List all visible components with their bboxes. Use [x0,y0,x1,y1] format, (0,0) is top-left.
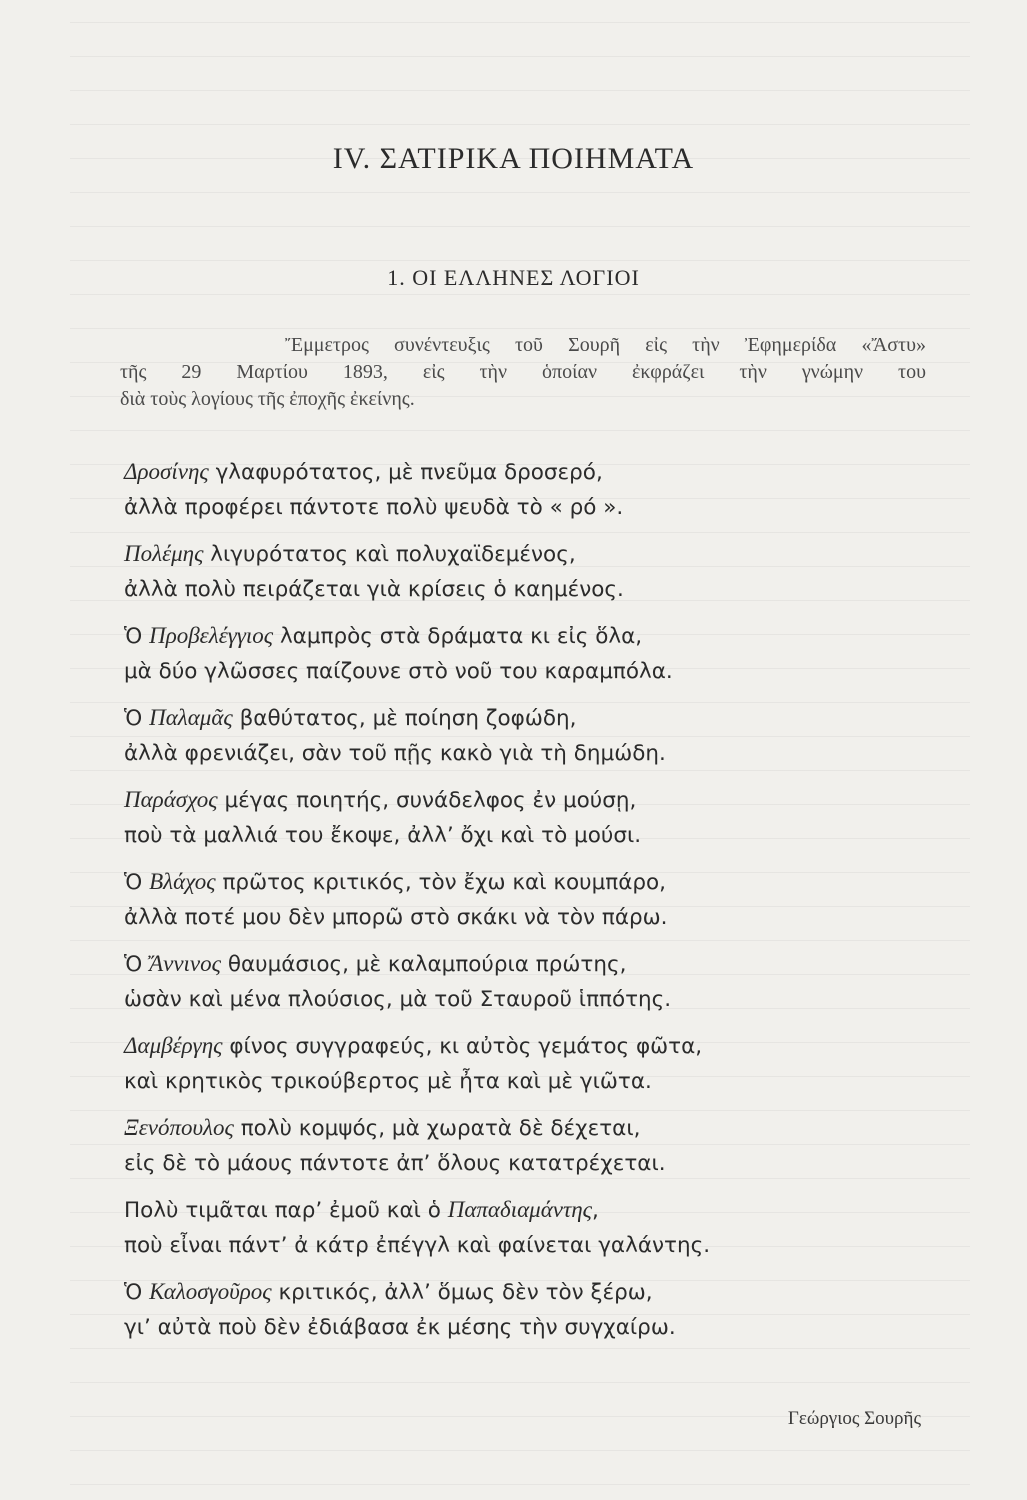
verse-prefix: Ὁ [124,706,150,731]
verse-line [124,618,924,654]
verse-text: κριτικός, ἀλλ’ ὅμως δὲν τὸν ξέρω, [271,1280,653,1305]
verse-prefix: Πολὺ τιμᾶται παρ’ ἐμοῦ καὶ ὁ [124,1198,448,1223]
verse-text: λαμπρὸς στὰ δράματα κι εἰς ὅλα, [273,624,643,649]
stanza [124,1028,924,1099]
verse-line [124,454,924,490]
stanza [124,1110,924,1181]
verse-line [124,700,924,736]
author-name: Βλάχος [149,869,216,894]
verse-line [124,1192,924,1228]
intro-line: Ἔμμετρος συνέντευξις τοῦ Σουρῆ εἰς τὴν Ἐφημερίδα «Ἄστυ» [285,334,926,356]
author-name: Παράσχος [124,787,218,812]
stanza [124,536,924,607]
verse-text: λιγυρότατος καὶ πολυχαϊδεμένος, [203,542,576,567]
verse-line [124,1110,924,1146]
stanza [124,946,924,1017]
verse-prefix: Ὁ [124,624,150,649]
intro-note [120,332,926,413]
section-title: IV. ΣΑΤΙΡΙΚΑ ΠΟΙΗΜΑΤΑ [332,142,695,175]
poem-title: 1. ΟΙ ΕΛΛΗΝΕΣ ΛΟΓΙΟΙ [387,265,640,290]
stanza [124,1274,924,1345]
verse-line [124,1028,924,1064]
stanza [124,864,924,935]
verse-line: ἀλλὰ φρενιάζει, σὰν τοῦ πῇς κακὸ γιὰ τὴ δημώδη. [124,740,666,766]
verse-line: ἀλλὰ ποτέ μου δὲν μπορῶ στὸ σκάκι νὰ τὸν πάρω. [124,904,668,930]
verse-text: μέγας ποιητής, συνάδελφος ἐν μούσῃ, [217,788,637,813]
stanza [124,454,924,525]
stanza [124,1192,924,1263]
author-name: Παπαδιαμάντης [447,1197,592,1222]
verse-line: ποὺ εἶναι πάντ’ ἀ κάτρ ἐπέγγλ καὶ φαίνεται γαλάντης. [124,1232,711,1258]
verse-text: βαθύτατος, μὲ ποίηση ζοφώδη, [232,706,577,731]
verse-text: θαυμάσιος, μὲ καλαμπούρια πρώτης, [220,952,627,977]
verse-line: ὡσὰν καὶ μένα πλούσιος, μὰ τοῦ Σταυροῦ ἱππότης. [124,986,672,1012]
stanza [124,618,924,689]
verse-line: εἰς δὲ τὸ μάους πάντοτε ἀπ’ ὅλους κατατρέχεται. [124,1150,666,1176]
verse-line: ἀλλὰ προφέρει πάντοτε πολὺ ψευδὰ τὸ « ρό ». [124,494,624,520]
verse-text: , [591,1198,599,1223]
intro-line: διὰ τοὺς λογίους τῆς ἐποχῆς ἐκείνης. [120,388,415,410]
author-name: Πολέμης [124,541,204,566]
author-name: Προβελέγγιος [149,623,274,648]
verse-line [124,782,924,818]
author-name: Παλαμᾶς [149,705,233,730]
verse-prefix: Ὁ [124,952,150,977]
verse-line [124,864,924,900]
author-name: Δροσίνης [124,459,209,484]
stanza [124,782,924,853]
verse-text: γλαφυρότατος, μὲ πνεῦμα δροσερό, [208,460,603,485]
verse-line [124,946,924,982]
verse-line: γι’ αὐτὰ ποὺ δὲν ἐδιάβασα ἐκ μέσης τὴν συγχαίρω. [124,1314,676,1340]
verse-text: φίνος συγγραφεύς, κι αὐτὸς γεμάτος φῶτα, [222,1034,703,1059]
stanza [124,700,924,771]
verse-text: πολὺ κομψός, μὰ χωρατὰ δὲ δέχεται, [233,1116,641,1141]
author-name: Καλοσγοῦρος [149,1279,272,1304]
verse-line [124,1274,924,1310]
author-signature: Γεώργιος Σουρῆς [787,1408,921,1429]
author-name: Δαμβέργης [124,1033,223,1058]
verse-text: πρῶτος κριτικός, τὸν ἔχω καὶ κουμπάρο, [215,870,667,895]
verse-line: καὶ κρητικὸς τρικούβερτος μὲ ἦτα καὶ μὲ γιῶτα. [124,1068,652,1094]
verse-line [124,536,924,572]
verse-line: ποὺ τὰ μαλλιά του ἔκοψε, ἀλλ’ ὄχι καὶ τὸ μούσι. [124,822,642,848]
author-name: Ξενόπουλος [124,1115,234,1140]
author-name: Ἄννινος [149,951,221,976]
verse-line: ἀλλὰ πολὺ πειράζεται γιὰ κρίσεις ὁ καημένος. [124,576,624,602]
verse-prefix: Ὁ [124,870,150,895]
intro-line: τῆς 29 Μαρτίου 1893, εἰς τὴν ὁποίαν ἐκφράζει τὴν γνώμην του [120,361,926,383]
verse-prefix: Ὁ [124,1280,150,1305]
poem-body [124,454,924,1356]
verse-line: μὰ δύο γλῶσσες παίζουνε στὸ νοῦ του καραμπόλα. [124,658,673,684]
